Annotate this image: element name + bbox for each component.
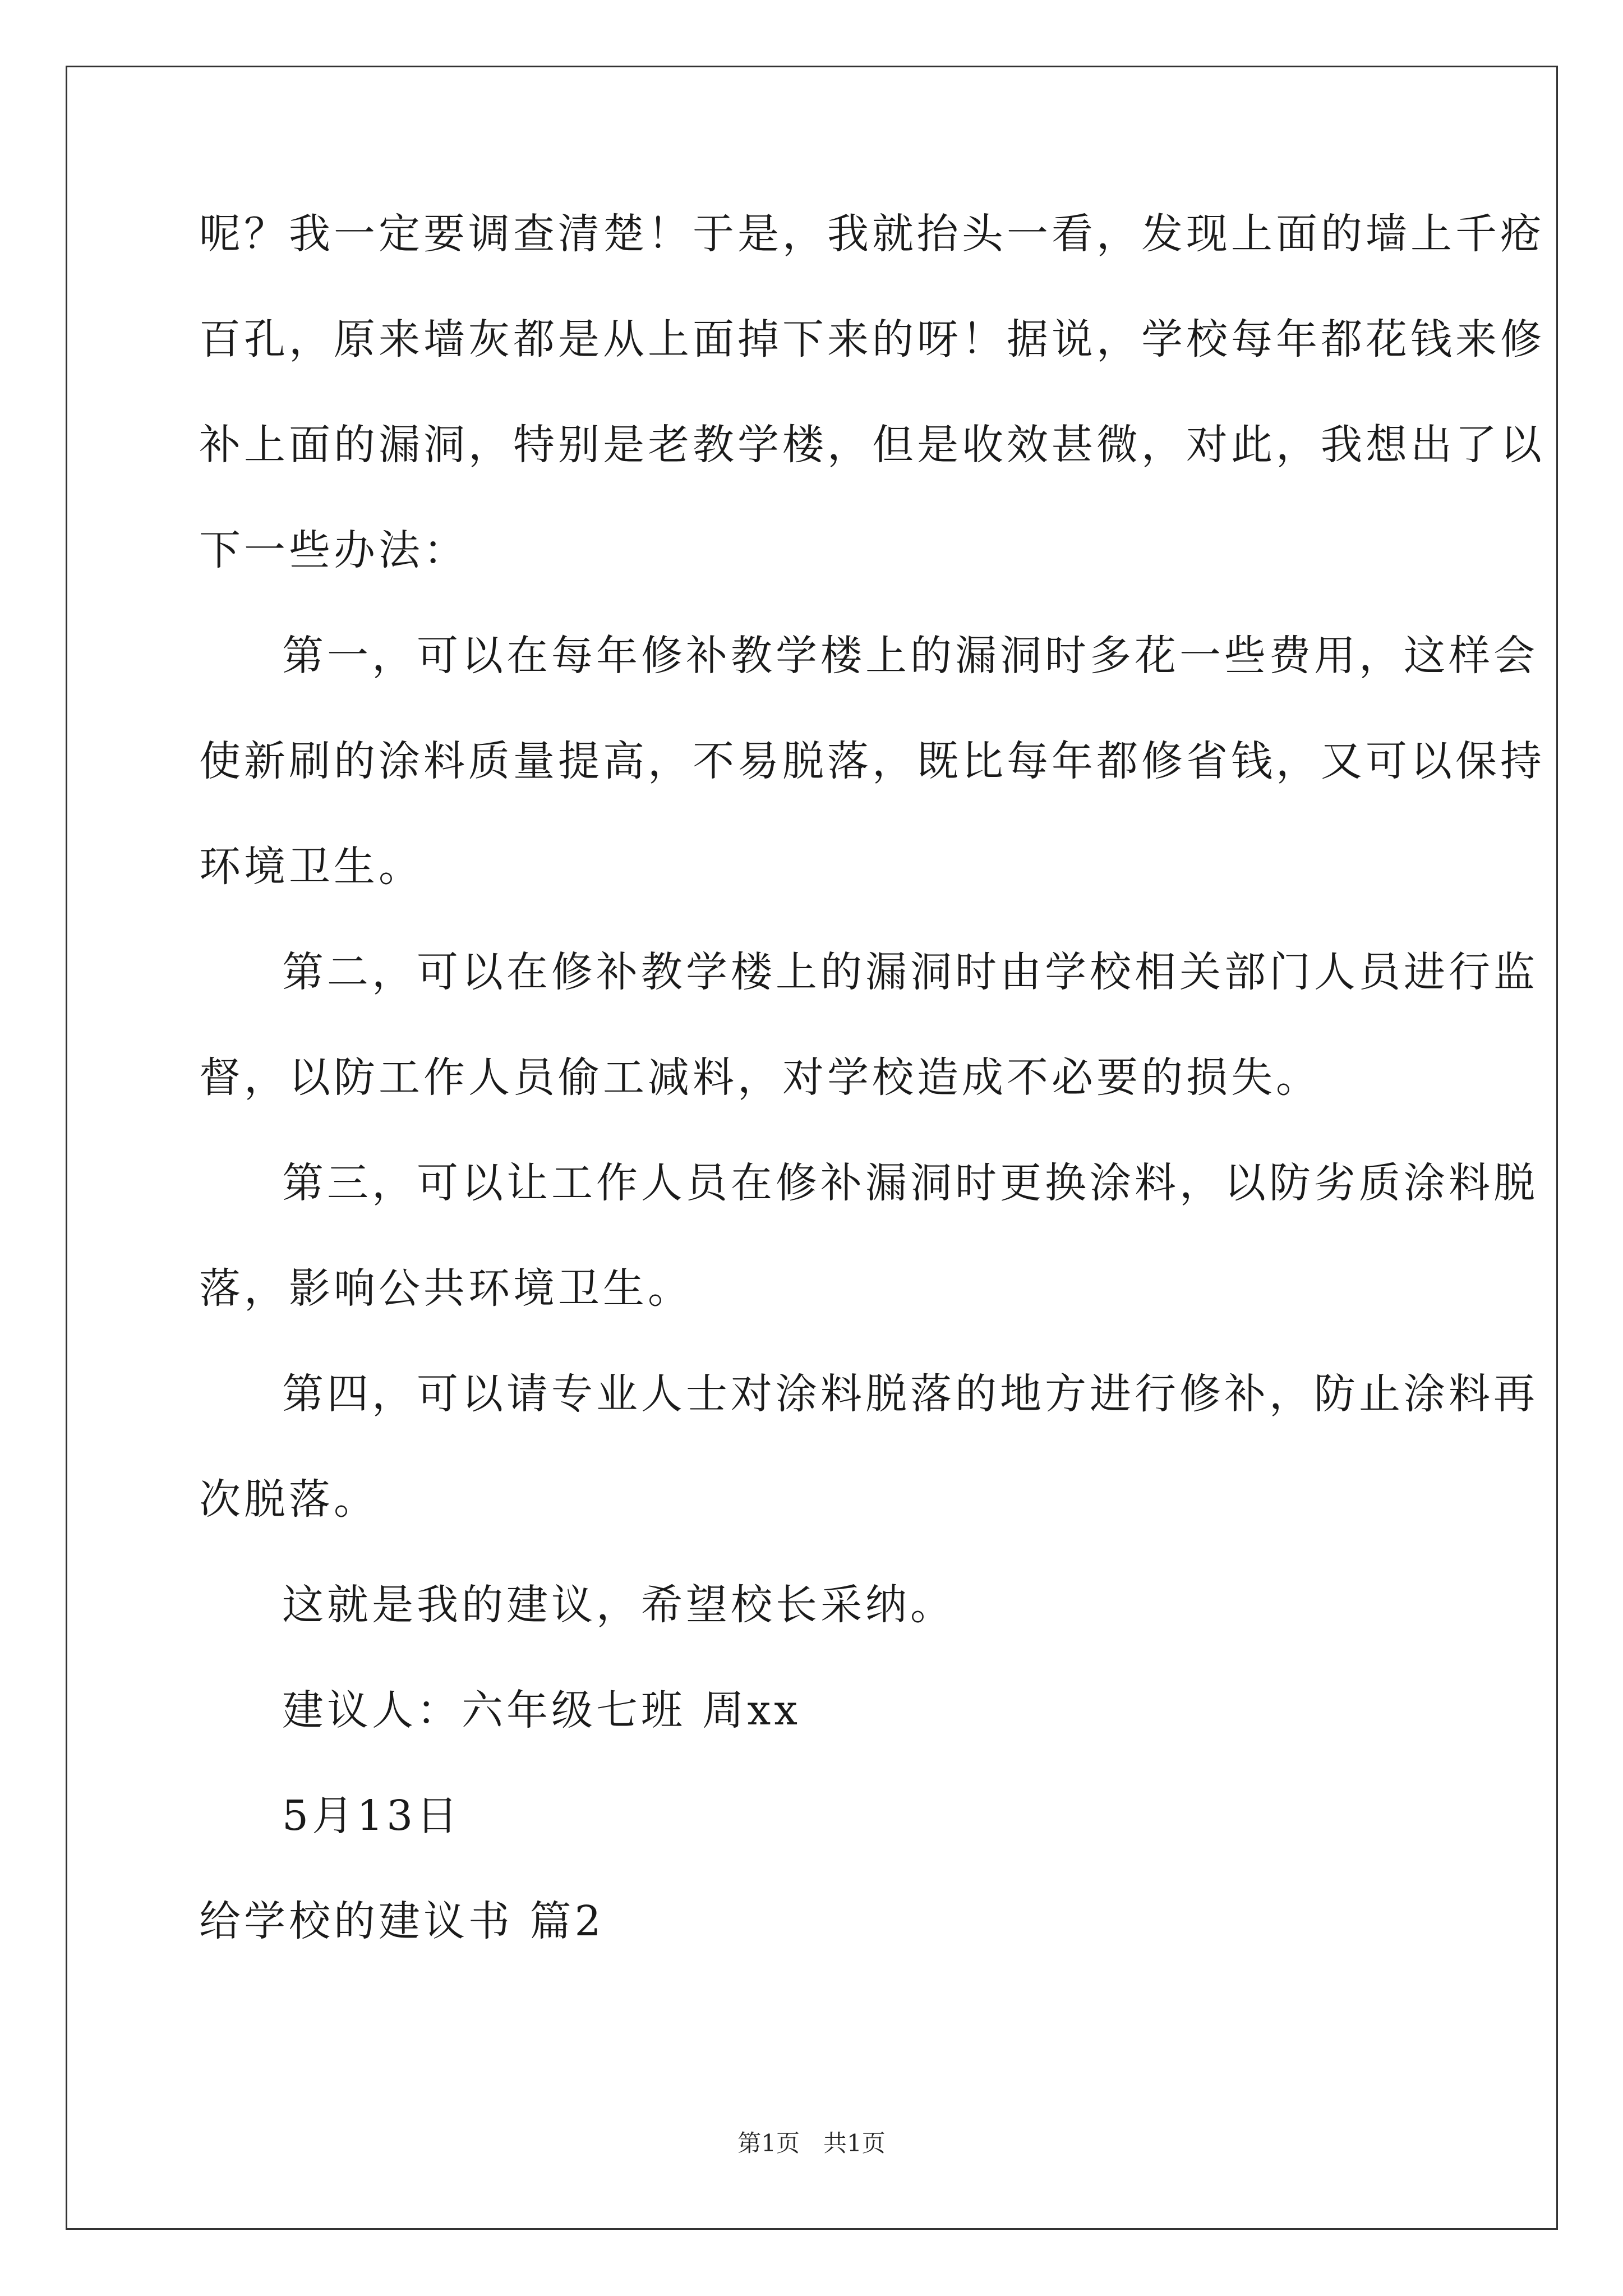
text-line: 落，影响公共环境卫生。 xyxy=(199,1264,693,1313)
section-heading: 给学校的建议书 篇2 xyxy=(199,1897,605,1945)
text-line: 补上面的漏洞，特别是老教学楼，但是收效甚微，对此，我想出了以 xyxy=(199,421,1545,469)
paragraph-second-start: 第二，可以在修补教学楼上的漏洞时由学校相关部门人员进行监 xyxy=(282,948,1538,996)
paragraph-third-start: 第三，可以让工作人员在修补漏洞时更换涂料，以防劣质涂料脱 xyxy=(282,1159,1538,1207)
text-line: 次脱落。 xyxy=(199,1475,379,1524)
text-line: 使新刷的涂料质量提高，不易脱落，既比每年都修省钱，又可以保持 xyxy=(199,737,1545,785)
page-footer: 第1页 共1页 xyxy=(737,2129,886,2157)
text-line: 督，以防工作人员偷工减料，对学校造成不必要的损失。 xyxy=(199,1053,1321,1102)
closing-sentence: 这就是我的建议，希望校长采纳。 xyxy=(282,1581,955,1629)
date-line: 5月13日 xyxy=(282,1792,462,1840)
text-line: 百孔，原来墙灰都是从上面掉下来的呀！据说，学校每年都花钱来修 xyxy=(199,315,1545,364)
paragraph-fourth-start: 第四，可以请专业人士对涂料脱落的地方进行修补，防止涂料再 xyxy=(282,1370,1538,1418)
signature-line: 建议人：六年级七班 周xx xyxy=(282,1686,801,1734)
text-line: 环境卫生。 xyxy=(199,843,423,891)
paragraph-first-start: 第一，可以在每年修补教学楼上的漏洞时多花一些费用，这样会 xyxy=(282,632,1538,680)
text-line: 下一些办法： xyxy=(199,526,468,574)
text-line: 呢？我一定要调查清楚！于是，我就抬头一看，发现上面的墙上千疮 xyxy=(199,210,1545,258)
